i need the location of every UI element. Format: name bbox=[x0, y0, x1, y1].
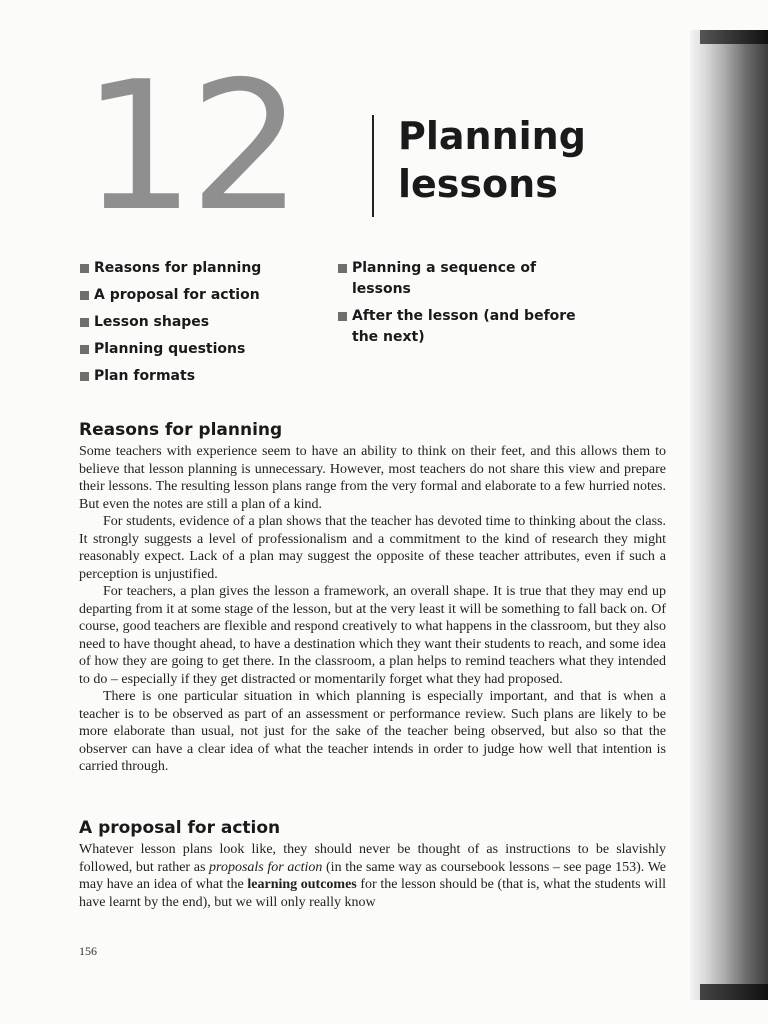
contents-list-right bbox=[338, 258, 592, 354]
square-bullet-icon bbox=[80, 345, 89, 354]
contents-item: After the lesson (and before the next) bbox=[338, 306, 592, 348]
contents-item: A proposal for action bbox=[80, 285, 261, 306]
square-bullet-icon bbox=[80, 264, 89, 273]
square-bullet-icon bbox=[338, 264, 347, 273]
book-spine-edge-top bbox=[700, 30, 768, 44]
key-term: learning outcomes bbox=[247, 877, 357, 892]
paragraph: For teachers, a plan gives the lesson a framework, an overall shape. It is true that they may end up departing from it at some stage of the lesson, but at the very least it will be something to fall back on. Of course, good teachers are flexible and respond creatively to what happens in the classroom, but they also need to have thought ahead, to have a destination which they want their students to reach, and some idea of how they are going to get there. In the classroom, a plan helps to remind teachers what they intended to do – especially if they get distracted or momentarily forget what they had proposed. bbox=[79, 584, 666, 687]
title-divider bbox=[372, 115, 374, 217]
chapter-title-line2: lessons bbox=[398, 162, 558, 206]
contents-item: Plan formats bbox=[80, 366, 261, 387]
square-bullet-icon bbox=[80, 372, 89, 381]
paragraph: Whatever lesson plans look like, they should never be thought of as instructions to be slavishly followed, but rather as proposals for action (in the same way as coursebook lessons – see page 153). We may have an idea of what the learning outcomes for the lesson should be (that is, what the students will have learnt by the end), but we will only really know bbox=[79, 842, 667, 910]
book-spine-edge-bottom bbox=[700, 984, 768, 1000]
paragraph: There is one particular situation in which planning is especially important, and that is when a teacher is to be observed as part of an assessment or performance review. Such plans are likely to be more elaborate than usual, not just for the sake of the teacher being observed, but also so that the observer can have a clear idea of what the teacher intends in order to judge how well that intention is carried through. bbox=[79, 689, 666, 774]
square-bullet-icon bbox=[80, 318, 89, 327]
paragraph: For students, evidence of a plan shows that the teacher has devoted time to thinking about the class. It strongly suggests a level of professionalism and a commitment to the kind of research they might reasonably expect. Lack of a plan may suggest the opposite of these teacher attributes, even if such a perception is unjustified. bbox=[79, 514, 666, 582]
contents-item: Planning questions bbox=[80, 339, 261, 360]
contents-item: Reasons for planning bbox=[80, 258, 261, 279]
chapter-title-line1: Planning bbox=[398, 114, 586, 158]
section-heading-reasons: Reasons for planning bbox=[79, 420, 283, 440]
chapter-number: 12 bbox=[82, 43, 297, 250]
contents-item: Planning a sequence of lessons bbox=[338, 258, 592, 300]
section-body-proposal bbox=[79, 841, 666, 911]
paragraph: Some teachers with experience seem to have an ability to think on their feet, and this allows them to believe that lesson planning is unnecessary. However, most teachers do not share this view and prepare their lessons. The resulting lesson plans range from the very formal and elaborate to a few hurried notes. But even the notes are still a plan of a kind. bbox=[79, 444, 666, 512]
chapter-title bbox=[398, 112, 586, 208]
page-number: 156 bbox=[79, 944, 97, 958]
section-body-reasons bbox=[79, 443, 666, 776]
emphasis-text: proposals for action bbox=[209, 859, 323, 875]
book-spine-shadow bbox=[690, 30, 768, 1000]
square-bullet-icon bbox=[80, 291, 89, 300]
contents-list-left bbox=[80, 258, 261, 393]
square-bullet-icon bbox=[338, 312, 347, 321]
contents-item: Lesson shapes bbox=[80, 312, 261, 333]
section-heading-proposal: A proposal for action bbox=[79, 818, 281, 838]
